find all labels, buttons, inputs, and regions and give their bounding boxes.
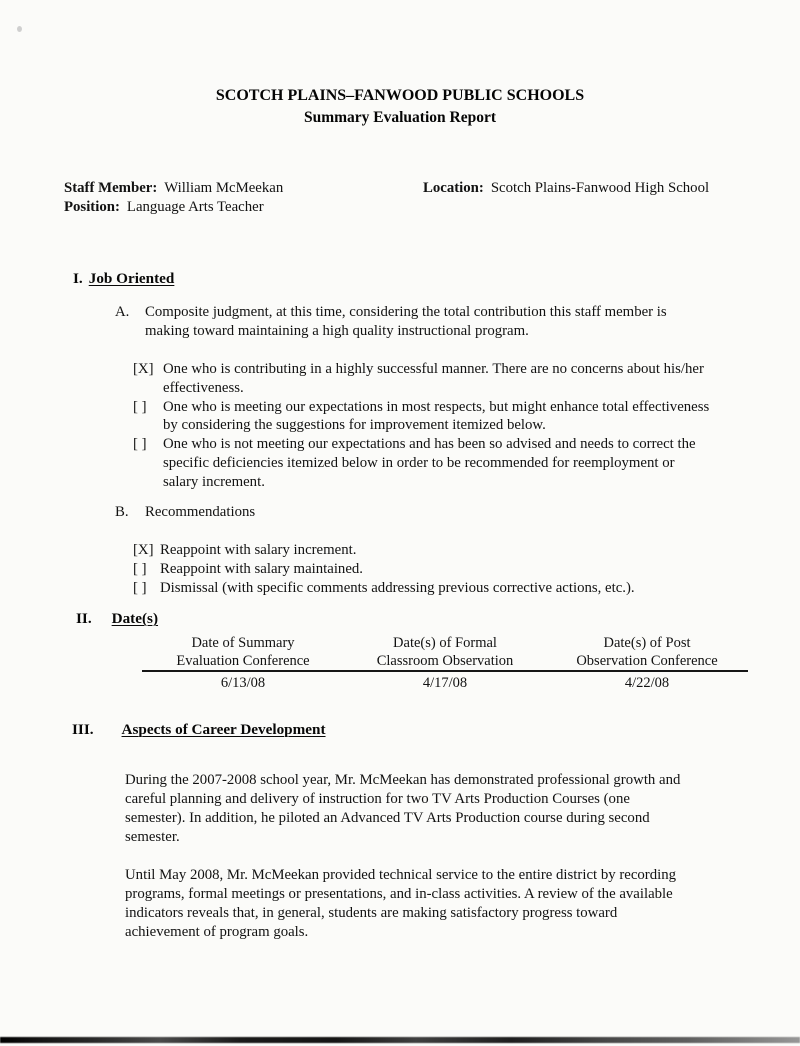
item-a-label: A. (115, 304, 130, 320)
item-b-label: B. (115, 504, 129, 520)
location-label: Location: (423, 180, 484, 196)
dates-col-header-post (546, 635, 748, 670)
title-line-1: SCOTCH PLAINS–FANWOOD PUBLIC SCHOOLS (215, 87, 585, 104)
dates-col-header-summary (142, 635, 344, 670)
scan-edge-band (0, 1037, 800, 1043)
checkbox-empty: [ ] (133, 580, 147, 597)
career-development-paragraph-2: Until May 2008, Mr. McMeekan provided technical service to the entire district by recording programs, formal meetings or presentations, and in-class activities. A review of the available indicators reveals that, in general, students are making satisfactory progress toward achievement of program goals. (125, 867, 677, 940)
date-value-formal: 4/17/08 (422, 675, 468, 691)
option-text: Reappoint with salary increment. (160, 542, 357, 558)
judgment-options (133, 360, 713, 492)
staff-member-field (64, 179, 423, 198)
checkbox-checked: [X] (133, 542, 154, 558)
position-value: Language Arts Teacher (126, 198, 264, 215)
staff-member-value: William McMeekan (164, 180, 284, 196)
section-3-number: III. (72, 721, 94, 738)
recommendation-option-2 (133, 560, 733, 579)
item-b-text: Recommendations (145, 504, 256, 520)
section-2-number: II. (76, 610, 92, 627)
option-text: Dismissal (with specific comments addressing previous corrective actions, etc.). (160, 580, 635, 597)
career-development-paragraph-1: During the 2007-2008 school year, Mr. McMeekan has demonstrated professional growth and careful planning and delivery of instruction for two TV Arts Production Courses (one semester). In addition, he piloted an Advanced TV Arts Production course during second semester. (125, 772, 681, 845)
header-line: Observation Conference (576, 652, 718, 669)
option-text: Reappoint with salary maintained. (160, 561, 363, 578)
staff-info-block (64, 179, 774, 217)
header-line: Date(s) of Formal (393, 635, 497, 651)
judgment-option-3 (133, 435, 713, 491)
checkbox-empty: [ ] (133, 561, 147, 578)
header-line: Date(s) of Post (603, 635, 691, 651)
section-3-title: Aspects of Career Development (121, 721, 326, 738)
position-row (64, 198, 774, 217)
date-value-summary: 6/13/08 (220, 675, 266, 691)
section-2-heading (76, 610, 158, 628)
dates-table-header (142, 635, 748, 672)
recommendation-options (133, 541, 733, 599)
section-1-heading (73, 270, 174, 288)
item-a-text: Composite judgment, at this time, considering the total contribution this staff member is making toward maintaining a high quality instructional program. (145, 304, 667, 339)
document-title (0, 87, 800, 127)
location-value: Scotch Plains-Fanwood High School (490, 180, 710, 196)
recommendation-option-3 (133, 579, 733, 598)
dates-table (142, 635, 748, 692)
staff-member-row (64, 179, 774, 198)
header-line: Date of Summary (191, 635, 295, 651)
judgment-option-1 (133, 360, 713, 398)
option-text: One who is not meeting our expectations and has been so advised and needs to correct the specific deficiencies itemized below in order to be recommended for reemployment or salary increment. (163, 436, 696, 490)
option-text: One who is meeting our expectations in most respects, but might enhance total effectiveness by considering the suggestions for improvement itemized below. (163, 398, 710, 434)
checkbox-empty: [ ] (133, 398, 147, 415)
location-field (423, 179, 709, 198)
header-line: Classroom Observation (376, 652, 514, 669)
dates-table-values (142, 675, 748, 692)
position-label: Position: (64, 198, 120, 215)
section-3-heading (72, 721, 326, 739)
section-1-title: Job Oriented (88, 270, 175, 287)
header-line: Evaluation Conference (176, 652, 310, 669)
scan-speck (17, 26, 22, 32)
checkbox-checked: [X] (133, 361, 154, 377)
recommendation-option-1 (133, 541, 733, 560)
section-1-number: I. (73, 270, 83, 287)
dates-col-header-formal (344, 635, 546, 670)
judgment-option-2 (133, 398, 713, 436)
item-b (115, 503, 710, 522)
checkbox-empty: [ ] (133, 436, 147, 453)
staff-member-label: Staff Member: (64, 180, 158, 196)
section-2-title: Date(s) (111, 610, 159, 627)
title-line-2: Summary Evaluation Report (303, 109, 497, 126)
option-text: One who is contributing in a highly successful manner. There are no concerns about his/her effectiveness. (163, 361, 704, 396)
date-value-post: 4/22/08 (624, 675, 670, 691)
item-a (115, 303, 710, 341)
